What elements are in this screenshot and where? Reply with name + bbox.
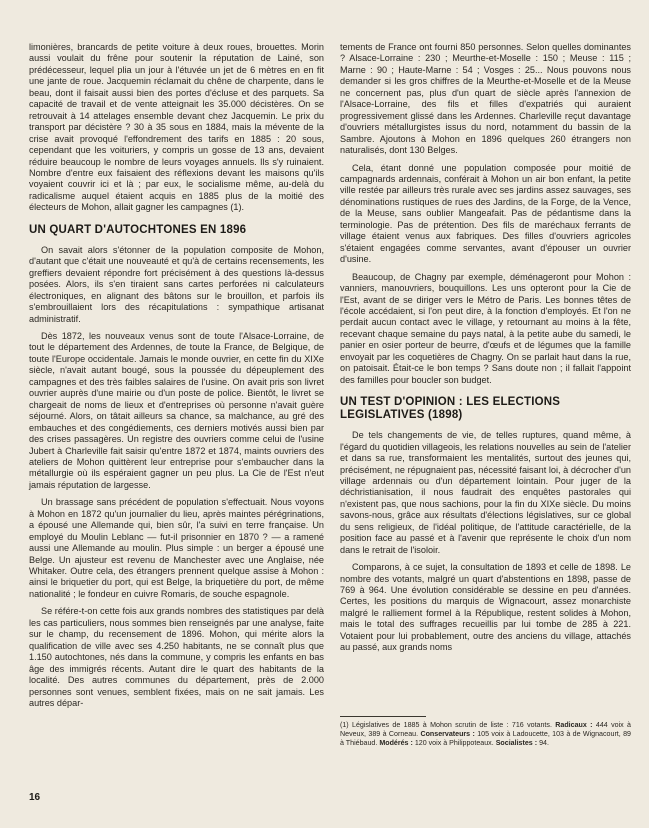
footnote-rule (340, 716, 426, 717)
footnote-label: Socialistes : (495, 739, 538, 748)
page-number: 16 (29, 792, 41, 803)
footnote-text: 444 voix à Neveux, 389 à Corneau. (340, 721, 631, 739)
footnote-label: Radicaux : (555, 721, 593, 729)
footnote-text: 94. (539, 739, 549, 748)
left-column (29, 42, 324, 715)
footnote-text: 120 voix à Philippoteaux. (414, 739, 494, 748)
paragraph: Dès 1872, les nouveaux venus sont de toute l'Alsace-Lorraine, de tout le département des Ardennes, de toute la France, de Belgique, de toute l'Europe occidentale. Jamais le monde ouvrier, en cette fin du XIXe siècle, n'avait autant bougé, sous la poussée du dépeuplement des campagnes et des très faibles salaires de l'usine. On avait pris son livret ouvrier auprès d'une mairie ou d'un poste de police. Bientôt, le livret se chargeait de noms de lieux et d'entreprises où personne n'avait guère séjourné. Alors, on tâtait ailleurs sa chance, sa malchance, au gré des embauches et des congédiements, ces derniers motivés aussi bien par des crises passagères. Un registre des ouvriers comme celui de l'usine Jubert à Charleville fait saisir qu'entre 1872 et 1874, maints ouvriers des ateliers de Mohon quittèrent leur entreprise pour s'embaucher dans la métallurgie où ils espéraient gagner un peu plus. La Cie de l'Est n'eut jamais réputation de largesse. (29, 330, 324, 490)
section-heading: UN TEST D'OPINION : LES ELECTIONS LEGISLATIVES (1898) (340, 396, 561, 422)
paragraph: limonières, brancards de petite voiture à deux roues, brouettes. Morin aussi voulait du frêne pour soutenir la réputation de Lainé, son prédécesseur, lequel plia un jour à l'étuvée un jet de 6 mètres en en fit une jante de roue. Jacquemin réclamait du chêne de charpente, dans le beau, dont il faisait aussi bien des portes d'écluse et des parquets. Sa capacité de travail et de vente atteignait les 35.000 décistères. On se retrouvait à 14 attelages ensemble devant chez Jacquemin. Le prix du transport par décistère ? 30 à 35 sous en 1884, mais la mévente de la crise avait provoqué l'effondrement des tarifs en 1885 : 20 sous, cependant que les voituriers, y compris un gosse de 13 ans, devaient réduire beaucoup le nombre de leurs voyages annuels. Ils s'y ruinaient. Nombre d'entre eux faisaient des réflexions devant les maisons qu'ils voyaient couvrir ici et là ; par eux, le socialisme même, au-delà du radicalisme auquel étaient acquis en 1885 plus de la moitié des électeurs de Mohon, allait gagner les campagnes (1). (29, 42, 324, 213)
paragraph: Cela, étant donné une population composée pour moitié de campagnards ardennais, conférait à Mohon un air bon enfant, la petite ville restée par ailleurs très rurale avec ses jardins assez sauvages, ses dénominations rustiques de rues des Jardins, de la Forge, de la Vence, de la Meuse, sans oublier Mangeafait. Pas de pédantisme dans la terminologie. Pas de prétention. Des fils de maréchaux ferrants de village étaient venus aux fabriques. Des filles d'ouvriers agricoles s'étaient engagées comme servantes, avant d'épouser un ouvrier d'usine. (340, 162, 631, 265)
footnote (340, 721, 631, 749)
footnote-text: 105 voix à Ladoucette, 103 à de Wignacourt, 89 à Thiébaud. (340, 730, 631, 748)
paragraph: Se référe-t-on cette fois aux grands nombres des statistiques par delà les cas particuliers, nous sommes bien renseignés par une analyse, faite sur le champ, du recensement de 1896. Mohon, qui mérite alors la qualification de ville avec ses 4.250 habitants, ne se connaît plus que 1.150 autochtones, nés dans la commune, y compris les enfants en bas âge des immigrés récents. Autant dire le quart des habitants de la localité. Des autres communes du département, près de 2.000 personnes sont venues, semblent fixées, mais on ne sait jamais. Les autres dépar- (29, 606, 324, 709)
paragraph: Comparons, à ce sujet, la consultation de 1893 et celle de 1898. Le nombre des votants, malgré un quart d'abstentions en 1898, passe de 769 à 964. Une évolution considérable se dessine en peu d'années. Certes, les positions du marquis de Wignacourt, assez monarchiste malgré le ralliement formel à la République, restent solides à Mohon, mais le total des suffrages recueillis par lui tombe de 285 à 221. Votaient pour lui probablement, outre des anciens du village, attachés au passé, aux grands noms (340, 562, 631, 653)
paragraph: Beaucoup, de Chagny par exemple, déménageront pour Mohon : vanniers, manouvriers, bouquillons. Les uns opteront pour la Cie de l'Est, avant de se diriger vers le Métro de Paris. Les bonnes têtes de l'école accédaient, si l'on peut dire, à la fonction d'employés. Et l'on ne perdait aucun contact avec le village, y retournant au moins à la fête, recevant chaque semaine du pays natal, à la petite aube du samedi, le panier en osier porteur de beurre, d'œufs et de légumes que la famille envoyait par les coquetières de Chagny. On se parlait haut dans la rue, on patoisait. Était-ce le bon temps ? Sans doute non ; il fallait l'appoint des familles pour boucler son budget. (340, 271, 631, 385)
paragraph: On savait alors s'étonner de la population composite de Mohon, d'autant que c'était une nouveauté et qu'à de certains recensements, les greffiers devaient répondre fort précisément à des questions là-dessus posées. Alors, ils s'en tiraient sans cartes perforées ni calculateurs électroniques, en alignant des bâtons sur le brouillon, et parfois ils s'embrouillaient lors des récapitulations : sympathique artisanat administratif. (29, 244, 324, 324)
paragraph: tements de France ont fourni 850 personnes. Selon quelles dominantes ? Alsace-Lorraine : 230 ; Meurthe-et-Moselle : 150 ; Meuse : 115 ; Marne : 90 ; Haute-Marne : 54 ; Vosges : 25... Nous pouvons nous demander si les gros chiffres de la Meurthe-et-Moselle et de la Meuse ne concernent pas, plus d'un quart de siècle après l'annexion de l'Alsace-Lorraine, des fils et filles d'expatriés qui auraient progressivement glissé dans les Ardennes. Charleville reçut davantage d'ouvriers métallurgistes issus du nord, notamment du bassin de la Sambre. Ajoutons à Mohon en 1896 quelques 260 étrangers non naturalisés, dont 130 Belges. (340, 42, 631, 156)
footnote-label: Conservateurs : (420, 730, 475, 739)
paragraph: Un brassage sans précédent de population s'effectuait. Nous voyons à Mohon en 1872 qu'un journalier du lieu, après maintes pérégrinations, a épousé une Allemande qui, bien sûr, l'a suivi en terre française. Un employé du Moulin Leblanc — fut-il prisonnier en 1870 ? — a ramené aussi une Allemande au moulin. Plus simple : un berger a épousé une Belge. Un ajusteur est revenu de Manchester avec une Anglaise, née Whitaker. Outre cela, des étrangers prennent quelque assise à Mohon : ainsi le briquetier du port, qui est Belge, la briquetière du port, de même nationalité ; le fondeur en cuivre Romaris, de souche espagnole. (29, 497, 324, 599)
paragraph: De tels changements de vie, de telles ruptures, quand même, à l'égard du quotidien villageois, les relations nouvelles au sein de l'atelier et dans sa rue, transformaient les mentalités, surtout des jeunes qui, précisément, ne répugnaient pas, nécessité faisant loi, à décrocher d'un village ardennais ou d'un département lointain. Pour juger de la déchristianisation, il nous faudrait des enquêtes pastorales qui n'existent pas, que nous sachions, pour la fin du XIXe siècle. Du moins savons-nous, grâce aux résultats d'élections législatives, sur ce global du sens religieux, de l'idéal politique, de l'attitude caractérielle, de la position face au passé et à l'avenir que représente le choix d'un nom dans le retrait de l'isoloir. (340, 430, 631, 555)
footnote-intro: (1) Législatives de 1885 à Mohon scrutin de liste : 716 votants. (340, 721, 552, 729)
right-column (340, 42, 631, 660)
footnote-label: Modérés : (379, 739, 413, 748)
section-heading: UN QUART D'AUTOCHTONES EN 1896 (29, 223, 247, 236)
